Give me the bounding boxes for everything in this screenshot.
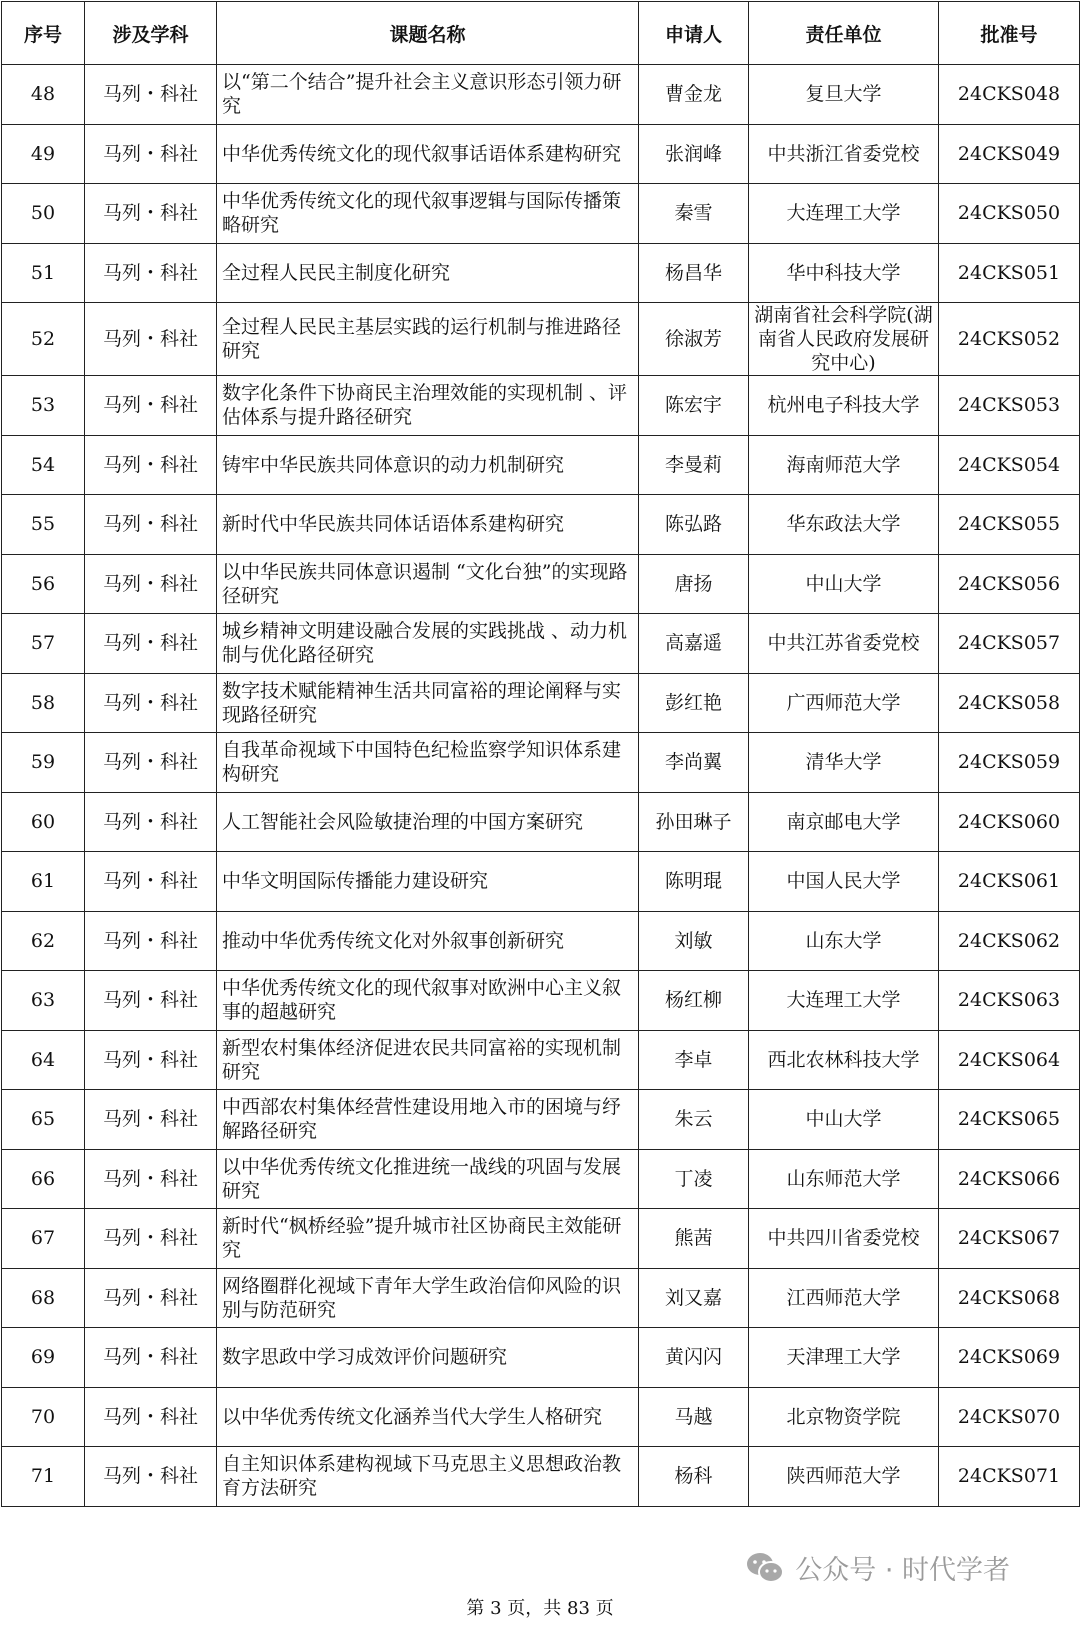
table-row: [2, 554, 1080, 614]
row-code: 24CKS055: [939, 495, 1080, 555]
row-title: 全过程人民民主制度化研究: [217, 243, 639, 303]
row-index: 66: [2, 1149, 85, 1209]
header-subject: 涉及学科: [85, 2, 217, 65]
row-title: 中华文明国际传播能力建设研究: [217, 852, 639, 912]
row-subject: 马列・科社: [85, 1447, 217, 1507]
row-title: 人工智能社会风险敏捷治理的中国方案研究: [217, 792, 639, 852]
row-unit: 中共江苏省委党校: [749, 614, 939, 674]
row-unit: 陕西师范大学: [749, 1447, 939, 1507]
row-title: 新时代中华民族共同体话语体系建构研究: [217, 495, 639, 555]
row-title: 数字化条件下协商民主治理效能的实现机制 、评估体系与提升路径研究: [217, 376, 639, 436]
row-subject: 马列・科社: [85, 124, 217, 184]
row-subject: 马列・科社: [85, 303, 217, 376]
row-applicant: 熊茜: [639, 1209, 749, 1269]
row-index: 50: [2, 184, 85, 244]
row-index: 57: [2, 614, 85, 674]
table-row: [2, 852, 1080, 912]
row-index: 67: [2, 1209, 85, 1269]
row-code: 24CKS049: [939, 124, 1080, 184]
header-index: 序号: [2, 2, 85, 65]
row-applicant: 丁凌: [639, 1149, 749, 1209]
row-subject: 马列・科社: [85, 1090, 217, 1150]
row-index: 64: [2, 1030, 85, 1090]
row-index: 59: [2, 733, 85, 793]
row-code: 24CKS067: [939, 1209, 1080, 1269]
table-row: [2, 243, 1080, 303]
table-row: [2, 614, 1080, 674]
watermark-text: 公众号 · 时代学者: [795, 1555, 1010, 1586]
row-subject: 马列・科社: [85, 435, 217, 495]
row-applicant: 彭红艳: [639, 673, 749, 733]
row-title: 中华优秀传统文化的现代叙事话语体系建构研究: [217, 124, 639, 184]
row-subject: 马列・科社: [85, 852, 217, 912]
row-applicant: 陈宏宇: [639, 376, 749, 436]
row-title: 新型农村集体经济促进农民共同富裕的实现机制研究: [217, 1030, 639, 1090]
table-row: [2, 303, 1080, 376]
row-code: 24CKS063: [939, 971, 1080, 1031]
row-code: 24CKS066: [939, 1149, 1080, 1209]
row-unit: 杭州电子科技大学: [749, 376, 939, 436]
table-row: [2, 495, 1080, 555]
row-applicant: 秦雪: [639, 184, 749, 244]
table-row: [2, 673, 1080, 733]
row-code: 24CKS065: [939, 1090, 1080, 1150]
row-unit: 大连理工大学: [749, 971, 939, 1031]
row-index: 62: [2, 911, 85, 971]
row-unit: 复旦大学: [749, 65, 939, 125]
row-code: 24CKS058: [939, 673, 1080, 733]
row-subject: 马列・科社: [85, 1149, 217, 1209]
row-index: 54: [2, 435, 85, 495]
table-row: [2, 1209, 1080, 1269]
row-subject: 马列・科社: [85, 554, 217, 614]
row-title: 以中华民族共同体意识遏制 “文化台独”的实现路径研究: [217, 554, 639, 614]
row-index: 56: [2, 554, 85, 614]
page-footer: 第 3 页，共 83 页: [466, 1598, 614, 1619]
row-title: 网络圈群化视域下青年大学生政治信仰风险的识别与防范研究: [217, 1268, 639, 1328]
row-title: 城乡精神文明建设融合发展的实践挑战 、动力机制与优化路径研究: [217, 614, 639, 674]
row-subject: 马列・科社: [85, 1030, 217, 1090]
row-title: 推动中华优秀传统文化对外叙事创新研究: [217, 911, 639, 971]
row-applicant: 孙田琳子: [639, 792, 749, 852]
row-applicant: 唐扬: [639, 554, 749, 614]
table-row: [2, 435, 1080, 495]
row-code: 24CKS052: [939, 303, 1080, 376]
row-unit: 清华大学: [749, 733, 939, 793]
row-subject: 马列・科社: [85, 495, 217, 555]
row-subject: 马列・科社: [85, 1209, 217, 1269]
row-code: 24CKS069: [939, 1328, 1080, 1388]
row-unit: 华中科技大学: [749, 243, 939, 303]
table-row: [2, 184, 1080, 244]
table-row: [2, 1447, 1080, 1507]
row-subject: 马列・科社: [85, 971, 217, 1031]
row-subject: 马列・科社: [85, 1387, 217, 1447]
table-row: [2, 376, 1080, 436]
table-row: [2, 733, 1080, 793]
row-applicant: 朱云: [639, 1090, 749, 1150]
row-unit: 山东大学: [749, 911, 939, 971]
row-unit: 山东师范大学: [749, 1149, 939, 1209]
table-row: [2, 911, 1080, 971]
row-index: 60: [2, 792, 85, 852]
table-row: [2, 65, 1080, 125]
row-applicant: 马越: [639, 1387, 749, 1447]
row-subject: 马列・科社: [85, 614, 217, 674]
row-index: 70: [2, 1387, 85, 1447]
row-code: 24CKS048: [939, 65, 1080, 125]
row-unit: 中共四川省委党校: [749, 1209, 939, 1269]
row-applicant: 徐淑芳: [639, 303, 749, 376]
row-index: 55: [2, 495, 85, 555]
row-index: 49: [2, 124, 85, 184]
header-code: 批准号: [939, 2, 1080, 65]
table-row: [2, 792, 1080, 852]
table-row: [2, 1387, 1080, 1447]
row-applicant: 刘敏: [639, 911, 749, 971]
project-table: [1, 1, 1080, 1507]
row-unit: 中国人民大学: [749, 852, 939, 912]
wechat-watermark: [745, 1548, 1010, 1587]
row-unit: 北京物资学院: [749, 1387, 939, 1447]
row-index: 65: [2, 1090, 85, 1150]
row-unit: 华东政法大学: [749, 495, 939, 555]
row-code: 24CKS070: [939, 1387, 1080, 1447]
row-code: 24CKS068: [939, 1268, 1080, 1328]
row-unit: 广西师范大学: [749, 673, 939, 733]
row-applicant: 陈弘路: [639, 495, 749, 555]
row-subject: 马列・科社: [85, 1328, 217, 1388]
row-code: 24CKS051: [939, 243, 1080, 303]
row-unit: 中共浙江省委党校: [749, 124, 939, 184]
wechat-icon: [745, 1551, 785, 1585]
row-code: 24CKS062: [939, 911, 1080, 971]
row-index: 69: [2, 1328, 85, 1388]
row-code: 24CKS061: [939, 852, 1080, 912]
header-unit: 责任单位: [749, 2, 939, 65]
row-title: 中西部农村集体经营性建设用地入市的困境与纾解路径研究: [217, 1090, 639, 1150]
table-row: [2, 1268, 1080, 1328]
row-applicant: 高嘉遥: [639, 614, 749, 674]
row-subject: 马列・科社: [85, 184, 217, 244]
row-unit: 南京邮电大学: [749, 792, 939, 852]
row-applicant: 李卓: [639, 1030, 749, 1090]
table-header-row: [2, 2, 1080, 65]
row-subject: 马列・科社: [85, 376, 217, 436]
table-row: [2, 971, 1080, 1031]
row-subject: 马列・科社: [85, 243, 217, 303]
row-applicant: 曹金龙: [639, 65, 749, 125]
row-title: 以中华优秀传统文化推进统一战线的巩固与发展研究: [217, 1149, 639, 1209]
row-subject: 马列・科社: [85, 673, 217, 733]
row-title: 数字技术赋能精神生活共同富裕的理论阐释与实现路径研究: [217, 673, 639, 733]
row-applicant: 杨昌华: [639, 243, 749, 303]
row-title: 数字思政中学习成效评价问题研究: [217, 1328, 639, 1388]
header-applicant: 申请人: [639, 2, 749, 65]
row-subject: 马列・科社: [85, 733, 217, 793]
row-index: 51: [2, 243, 85, 303]
row-title: 自主知识体系建构视域下马克思主义思想政治教育方法研究: [217, 1447, 639, 1507]
row-applicant: 刘又嘉: [639, 1268, 749, 1328]
row-title: 以中华优秀传统文化涵养当代大学生人格研究: [217, 1387, 639, 1447]
row-index: 53: [2, 376, 85, 436]
row-applicant: 杨红柳: [639, 971, 749, 1031]
row-subject: 马列・科社: [85, 911, 217, 971]
row-unit: 中山大学: [749, 1090, 939, 1150]
row-title: 新时代“枫桥经验”提升城市社区协商民主效能研究: [217, 1209, 639, 1269]
row-code: 24CKS056: [939, 554, 1080, 614]
row-code: 24CKS057: [939, 614, 1080, 674]
row-code: 24CKS064: [939, 1030, 1080, 1090]
row-applicant: 李尚翼: [639, 733, 749, 793]
row-subject: 马列・科社: [85, 65, 217, 125]
row-unit: 中山大学: [749, 554, 939, 614]
row-code: 24CKS050: [939, 184, 1080, 244]
row-applicant: 张润峰: [639, 124, 749, 184]
row-applicant: 杨科: [639, 1447, 749, 1507]
row-unit: 天津理工大学: [749, 1328, 939, 1388]
table-row: [2, 1328, 1080, 1388]
row-unit: 大连理工大学: [749, 184, 939, 244]
row-code: 24CKS054: [939, 435, 1080, 495]
row-index: 52: [2, 303, 85, 376]
row-index: 58: [2, 673, 85, 733]
row-applicant: 李曼莉: [639, 435, 749, 495]
row-subject: 马列・科社: [85, 1268, 217, 1328]
row-unit: 西北农林科技大学: [749, 1030, 939, 1090]
row-applicant: 黄闪闪: [639, 1328, 749, 1388]
row-title: 中华优秀传统文化的现代叙事逻辑与国际传播策略研究: [217, 184, 639, 244]
row-title: 自我革命视域下中国特色纪检监察学知识体系建构研究: [217, 733, 639, 793]
row-code: 24CKS053: [939, 376, 1080, 436]
row-title: 以“第二个结合”提升社会主义意识形态引领力研究: [217, 65, 639, 125]
row-title: 中华优秀传统文化的现代叙事对欧洲中心主义叙事的超越研究: [217, 971, 639, 1031]
row-index: 68: [2, 1268, 85, 1328]
row-code: 24CKS071: [939, 1447, 1080, 1507]
row-unit: 湖南省社会科学院(湖南省人民政府发展研究中心): [749, 303, 939, 376]
row-index: 61: [2, 852, 85, 912]
row-unit: 江西师范大学: [749, 1268, 939, 1328]
row-code: 24CKS059: [939, 733, 1080, 793]
row-subject: 马列・科社: [85, 792, 217, 852]
row-applicant: 陈明琨: [639, 852, 749, 912]
row-unit: 海南师范大学: [749, 435, 939, 495]
row-code: 24CKS060: [939, 792, 1080, 852]
row-title: 全过程人民民主基层实践的运行机制与推进路径研究: [217, 303, 639, 376]
row-index: 71: [2, 1447, 85, 1507]
row-index: 48: [2, 65, 85, 125]
table-row: [2, 1090, 1080, 1150]
table-row: [2, 1030, 1080, 1090]
table-row: [2, 124, 1080, 184]
row-title: 铸牢中华民族共同体意识的动力机制研究: [217, 435, 639, 495]
row-index: 63: [2, 971, 85, 1031]
table-row: [2, 1149, 1080, 1209]
header-title: 课题名称: [217, 2, 639, 65]
